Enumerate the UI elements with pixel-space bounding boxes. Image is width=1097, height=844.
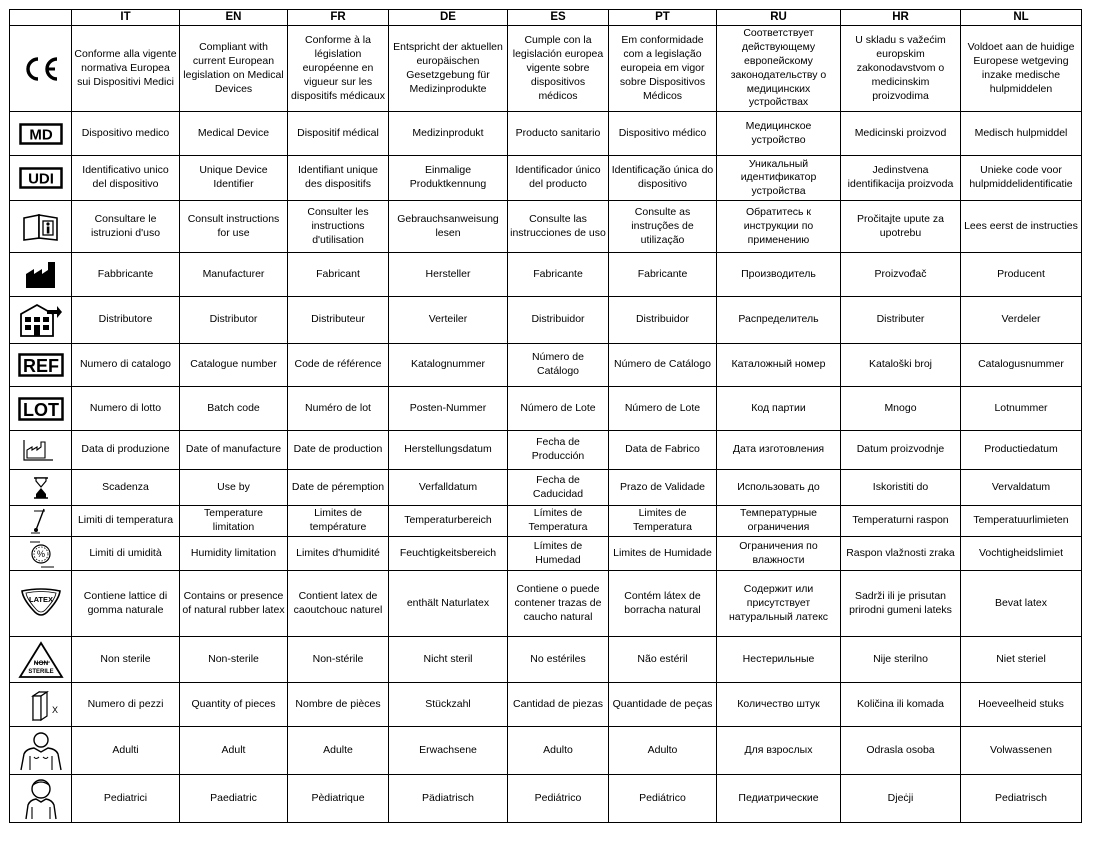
symbol-row — [10, 727, 1082, 775]
translation-cell: Paediatric — [180, 775, 288, 823]
latex-icon-label: LATEX — [28, 594, 53, 604]
translation-cell: Sadrži ili je prisutan prirodni gumeni lateks — [841, 571, 961, 637]
symbol-row — [10, 387, 1082, 431]
manufacturer-icon — [10, 260, 71, 290]
translation-cell: Distributore — [72, 297, 180, 344]
translation-cell: Использовать до — [717, 470, 841, 506]
translation-cell: Erwachsene — [389, 727, 508, 775]
symbol-cell — [10, 112, 72, 156]
translation-cell: Pediátrico — [508, 775, 609, 823]
translation-cell: Producent — [961, 253, 1082, 297]
translation-cell: Catalogue number — [180, 344, 288, 387]
symbol-cell — [10, 201, 72, 253]
non-sterile-icon — [10, 641, 71, 679]
header-lang: DE — [389, 10, 508, 26]
translation-cell: Fabricante — [609, 253, 717, 297]
translation-cell: Límites de Temperatura — [508, 506, 609, 537]
translation-cell: Medicinski proizvod — [841, 112, 961, 156]
translation-cell: Дата изготовления — [717, 431, 841, 470]
translation-cell: Distribuidor — [508, 297, 609, 344]
ref-icon — [10, 353, 71, 377]
translation-cell: Medizinprodukt — [389, 112, 508, 156]
symbol-cell — [10, 156, 72, 201]
symbol-row — [10, 683, 1082, 727]
translation-cell: Identificação única do dispositivo — [609, 156, 717, 201]
latex-icon — [10, 587, 71, 621]
translation-cell: Cumple con la legislación europea vigente sobre dispositivos médicos — [508, 26, 609, 112]
symbols-translation-table — [9, 9, 1082, 823]
lot-icon — [10, 397, 71, 421]
translation-cell: Temperaturni raspon — [841, 506, 961, 537]
translation-cell: Distribuidor — [609, 297, 717, 344]
translation-cell: Stückzahl — [389, 683, 508, 727]
translation-cell: Contiene lattice di gomma naturale — [72, 571, 180, 637]
translation-cell: Педиатрические — [717, 775, 841, 823]
translation-cell: Date de production — [288, 431, 389, 470]
translation-cell: Limiti di temperatura — [72, 506, 180, 537]
translation-cell: Não estéril — [609, 637, 717, 683]
translation-cell: Feuchtigkeitsbereich — [389, 537, 508, 571]
translation-cell: U skladu s važećim europskim zakonodavstvom o medicinskim proizvodima — [841, 26, 961, 112]
translation-cell: Número de Lote — [508, 387, 609, 431]
symbol-row — [10, 156, 1082, 201]
translation-cell: Pediátrico — [609, 775, 717, 823]
translation-cell: Conforme alla vigente normativa Europea sui Dispositivi Medici — [72, 26, 180, 112]
translation-cell: Identificador único del producto — [508, 156, 609, 201]
translation-cell: Entspricht der aktuellen europäischen Gesetzgebung für Medizinprodukte — [389, 26, 508, 112]
translation-cell: Соответствует действующему европейскому законодательству о медицинских устройствах — [717, 26, 841, 112]
translation-cell: Нестерильные — [717, 637, 841, 683]
translation-cell: Límites de Humedad — [508, 537, 609, 571]
translation-cell: Contém látex de borracha natural — [609, 571, 717, 637]
udi-icon — [10, 167, 71, 189]
translation-cell: Fabricante — [508, 253, 609, 297]
translation-cell: Data di produzione — [72, 431, 180, 470]
translation-cell: Каталожный номер — [717, 344, 841, 387]
ce-mark-icon — [10, 54, 71, 84]
translation-cell: Nije sterilno — [841, 637, 961, 683]
symbol-cell — [10, 470, 72, 506]
header-lang: PT — [609, 10, 717, 26]
translation-cell: Scadenza — [72, 470, 180, 506]
translation-cell: Numero di pezzi — [72, 683, 180, 727]
symbol-row — [10, 571, 1082, 637]
symbol-cell — [10, 26, 72, 112]
translation-cell: Kataloški broj — [841, 344, 961, 387]
translation-cell: Batch code — [180, 387, 288, 431]
translation-cell: Date of manufacture — [180, 431, 288, 470]
translation-cell: Non-sterile — [180, 637, 288, 683]
translation-cell: Numéro de lot — [288, 387, 389, 431]
translation-cell: Em conformidade com a legislação europeia em vigor sobre Dispositivos Médicos — [609, 26, 717, 112]
translation-cell: Identifiant unique des dispositifs — [288, 156, 389, 201]
translation-cell: Raspon vlažnosti zraka — [841, 537, 961, 571]
translation-cell: Nombre de pièces — [288, 683, 389, 727]
translation-cell: Lotnummer — [961, 387, 1082, 431]
translation-cell: Temperaturbereich — [389, 506, 508, 537]
translation-cell: Производитель — [717, 253, 841, 297]
svg-text:REF: REF — [22, 356, 59, 377]
translation-cell: Обратитесь к инструкции по применению — [717, 201, 841, 253]
symbol-cell — [10, 253, 72, 297]
translation-cell: Fecha de Producción — [508, 431, 609, 470]
md-icon — [10, 123, 71, 145]
symbol-cell — [10, 297, 72, 344]
translation-cell: Cantidad de piezas — [508, 683, 609, 727]
symbol-row — [10, 431, 1082, 470]
translation-cell: Adulte — [288, 727, 389, 775]
translation-cell: Распределитель — [717, 297, 841, 344]
translation-cell: Količina ili komada — [841, 683, 961, 727]
symbol-cell — [10, 775, 72, 823]
non-sterile-icon-label: STERILE — [27, 668, 54, 675]
translation-cell: Adulti — [72, 727, 180, 775]
translation-cell: Numero di catalogo — [72, 344, 180, 387]
translation-cell: Unieke code voor hulpmiddelidentificatie — [961, 156, 1082, 201]
translation-cell: Adulto — [508, 727, 609, 775]
translation-cell: Iskoristiti do — [841, 470, 961, 506]
translation-cell: Distributeur — [288, 297, 389, 344]
translation-cell: Fabbricante — [72, 253, 180, 297]
translation-cell: Distributer — [841, 297, 961, 344]
translation-cell: Limites de Humidade — [609, 537, 717, 571]
translation-cell: Non sterile — [72, 637, 180, 683]
symbol-cell — [10, 537, 72, 571]
humidity-icon — [10, 538, 71, 570]
translation-cell: Unique Device Identifier — [180, 156, 288, 201]
translation-cell: Медицинское устройство — [717, 112, 841, 156]
symbol-row — [10, 537, 1082, 571]
symbol-row — [10, 201, 1082, 253]
translation-cell: Número de Lote — [609, 387, 717, 431]
translation-cell: Ограничения по влажности — [717, 537, 841, 571]
translation-cell: Conforme à la législation européenne en vigueur sur les dispositifs médicaux — [288, 26, 389, 112]
translation-cell: Humidity limitation — [180, 537, 288, 571]
translation-cell: Contiene o puede contener trazas de caucho natural — [508, 571, 609, 637]
header-lang: IT — [72, 10, 180, 26]
translation-cell: Код партии — [717, 387, 841, 431]
symbol-row — [10, 26, 1082, 112]
symbol-cell — [10, 683, 72, 727]
symbol-cell — [10, 344, 72, 387]
translation-cell: Vochtigheidslimiet — [961, 537, 1082, 571]
header-lang: RU — [717, 10, 841, 26]
thermometer-icon — [10, 507, 71, 535]
translation-cell: Consult instructions for use — [180, 201, 288, 253]
translation-cell: Для взрослых — [717, 727, 841, 775]
distributor-icon — [10, 302, 71, 338]
translation-cell: Gebrauchsanweisung lesen — [389, 201, 508, 253]
translation-cell: Pediatrici — [72, 775, 180, 823]
translation-cell: Consulter les instructions d'utilisation — [288, 201, 389, 253]
symbol-row — [10, 344, 1082, 387]
quantity-icon — [10, 688, 71, 722]
translation-cell: Temperatuurlimieten — [961, 506, 1082, 537]
header-lang: EN — [180, 10, 288, 26]
translation-cell: Limiti di umidità — [72, 537, 180, 571]
translation-cell: Содержит или присутствует натуральный латекс — [717, 571, 841, 637]
translation-cell: Prazo de Validade — [609, 470, 717, 506]
translation-cell: No estériles — [508, 637, 609, 683]
symbol-cell — [10, 387, 72, 431]
translation-cell: Consulte las instrucciones de uso — [508, 201, 609, 253]
translation-cell: Herstellungsdatum — [389, 431, 508, 470]
svg-text:LOT: LOT — [22, 399, 59, 420]
translation-cell: Verdeler — [961, 297, 1082, 344]
translation-cell: Adult — [180, 727, 288, 775]
quantity-icon-label: X — [51, 704, 58, 715]
translation-cell: Pročitajte upute za upotrebu — [841, 201, 961, 253]
translation-cell: Температурные ограничения — [717, 506, 841, 537]
translation-cell: Einmalige Produktkennung — [389, 156, 508, 201]
translation-cell: Dispositivo médico — [609, 112, 717, 156]
translation-cell: Jedinstvena identifikacija proizvoda — [841, 156, 961, 201]
symbol-row — [10, 775, 1082, 823]
translation-cell: Niet steriel — [961, 637, 1082, 683]
pediatric-icon — [10, 777, 71, 821]
symbol-row — [10, 297, 1082, 344]
symbol-cell — [10, 506, 72, 537]
svg-text:UDI: UDI — [27, 170, 54, 188]
translation-cell: Количество штук — [717, 683, 841, 727]
translation-cell: Fabricant — [288, 253, 389, 297]
translation-cell: Consultare le istruzioni d'uso — [72, 201, 180, 253]
translation-cell: Proizvođač — [841, 253, 961, 297]
translation-cell: Limites de Temperatura — [609, 506, 717, 537]
translation-cell: Identificativo unico del dispositivo — [72, 156, 180, 201]
translation-cell: Datum proizvodnje — [841, 431, 961, 470]
translation-cell: Djeċji — [841, 775, 961, 823]
non-sterile-icon-label: NON — [33, 659, 48, 667]
symbol-row — [10, 506, 1082, 537]
translation-cell: Bevat latex — [961, 571, 1082, 637]
symbol-cell — [10, 637, 72, 683]
symbol-row — [10, 470, 1082, 506]
symbol-row — [10, 253, 1082, 297]
translation-cell: Limites d'humidité — [288, 537, 389, 571]
translation-cell: Adulto — [609, 727, 717, 775]
translation-cell: Date de péremption — [288, 470, 389, 506]
svg-text:%: % — [36, 548, 45, 559]
adult-icon — [10, 730, 71, 772]
translation-cell: Use by — [180, 470, 288, 506]
translation-cell: Distributor — [180, 297, 288, 344]
translation-cell: Hoeveelheid stuks — [961, 683, 1082, 727]
translation-cell: Medisch hulpmiddel — [961, 112, 1082, 156]
translation-cell: Número de Catálogo — [609, 344, 717, 387]
translation-cell: Dispositif médical — [288, 112, 389, 156]
translation-cell: Posten-Nummer — [389, 387, 508, 431]
symbol-cell — [10, 727, 72, 775]
translation-cell: enthält Naturlatex — [389, 571, 508, 637]
translation-cell: Code de référence — [288, 344, 389, 387]
translation-cell: Quantidade de peças — [609, 683, 717, 727]
header-symbol-cell — [10, 10, 72, 26]
translation-cell: Manufacturer — [180, 253, 288, 297]
translation-cell: Catalogusnummer — [961, 344, 1082, 387]
translation-cell: Verteiler — [389, 297, 508, 344]
translation-cell: Productiedatum — [961, 431, 1082, 470]
translation-cell: Limites de température — [288, 506, 389, 537]
translation-cell: Contient latex de caoutchouc naturel — [288, 571, 389, 637]
symbol-row — [10, 637, 1082, 683]
translation-cell: Lees eerst de instructies — [961, 201, 1082, 253]
translation-cell: Dispositivo medico — [72, 112, 180, 156]
translation-cell: Vervaldatum — [961, 470, 1082, 506]
instructions-icon — [10, 212, 71, 242]
translation-cell: Compliant with current European legislation on Medical Devices — [180, 26, 288, 112]
translation-cell: Producto sanitario — [508, 112, 609, 156]
translation-cell: Hersteller — [389, 253, 508, 297]
translation-cell: Data de Fabrico — [609, 431, 717, 470]
translation-cell: Quantity of pieces — [180, 683, 288, 727]
symbol-cell — [10, 431, 72, 470]
symbol-cell — [10, 571, 72, 637]
translation-cell: Consulte as instruções de utilização — [609, 201, 717, 253]
translation-cell: Pädiatrisch — [389, 775, 508, 823]
header-lang: ES — [508, 10, 609, 26]
translation-cell: Volwassenen — [961, 727, 1082, 775]
translation-cell: Fecha de Caducidad — [508, 470, 609, 506]
symbol-row — [10, 112, 1082, 156]
translation-cell: Nicht steril — [389, 637, 508, 683]
translation-cell: Katalognummer — [389, 344, 508, 387]
translation-cell: Temperature limitation — [180, 506, 288, 537]
translation-cell: Verfalldatum — [389, 470, 508, 506]
translation-cell: Pèdiatrique — [288, 775, 389, 823]
header-lang: FR — [288, 10, 389, 26]
hourglass-icon — [10, 474, 71, 502]
translation-cell: Medical Device — [180, 112, 288, 156]
header-lang: NL — [961, 10, 1082, 26]
svg-text:MD: MD — [28, 126, 53, 144]
translation-cell: Número de Catálogo — [508, 344, 609, 387]
date-of-manufacture-icon — [10, 436, 71, 464]
translation-cell: Non-stérile — [288, 637, 389, 683]
translation-cell: Mnogo — [841, 387, 961, 431]
translation-cell: Odrasla osoba — [841, 727, 961, 775]
header-lang: HR — [841, 10, 961, 26]
translation-cell: Pediatrisch — [961, 775, 1082, 823]
translation-cell: Contains or presence of natural rubber latex — [180, 571, 288, 637]
header-row — [10, 10, 1082, 26]
translation-cell: Voldoet aan de huidige Europese wetgeving inzake medische hulpmiddelen — [961, 26, 1082, 112]
translation-cell: Уникальный идентификатор устройства — [717, 156, 841, 201]
translation-cell: Numero di lotto — [72, 387, 180, 431]
